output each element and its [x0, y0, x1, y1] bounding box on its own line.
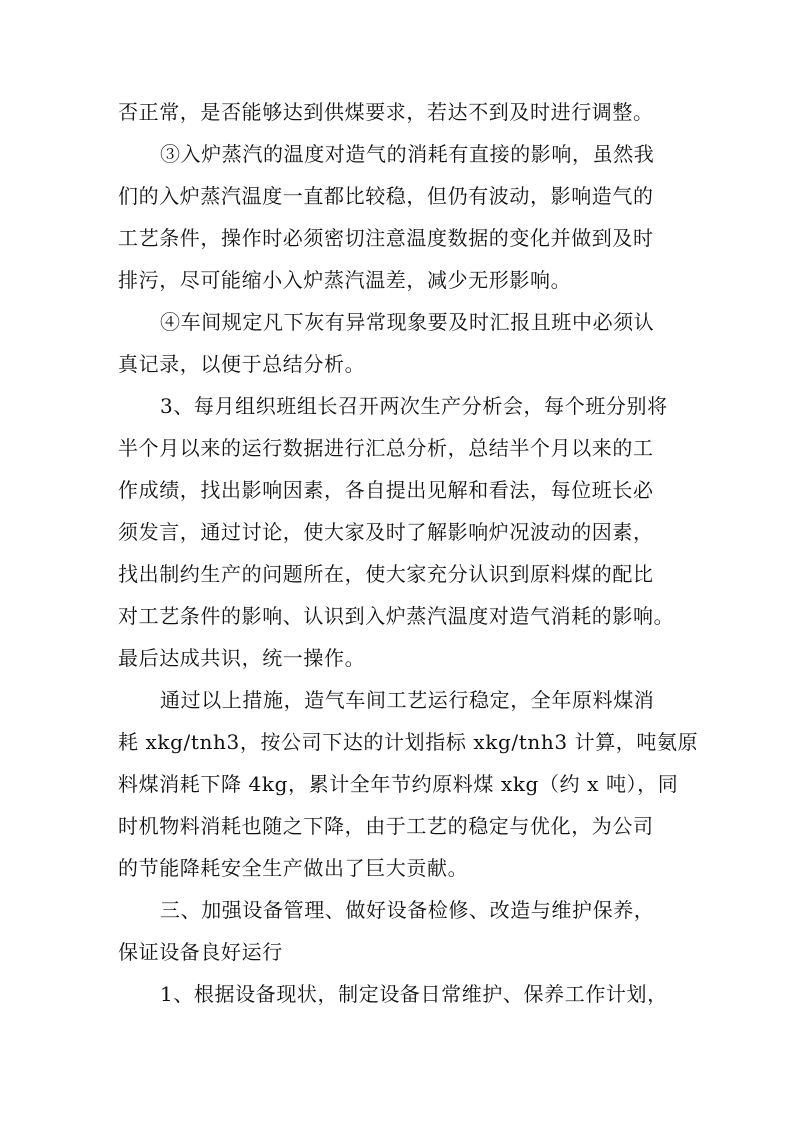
text-line: 1、根据设备现状，制定设备日常维护、保养工作计划， [160, 982, 668, 1006]
text-line: 料煤消耗下降 4kg，累计全年节约原料煤 xkg（约 x 吨），同 [118, 772, 679, 796]
text-line: ④车间规定凡下灰有异常现象要及时汇报且班中必须认 [160, 310, 655, 334]
text-line: 工艺条件，操作时必须密切注意温度数据的变化并做到及时 [118, 226, 654, 250]
text-line: 通过以上措施，造气车间工艺运行稳定，全年原料煤消 [160, 688, 655, 712]
text-line: 3、每月组织班组长召开两次生产分析会，每个班分别将 [160, 394, 668, 418]
text-line: 真记录，以便于总结分析。 [118, 352, 366, 376]
text-line: 须发言，通过讨论，使大家及时了解影响炉况波动的因素， [118, 520, 654, 544]
text-line: 耗 xkg/tnh3，按公司下达的计划指标 xkg/tnh3 计算，吨氨原 [118, 730, 699, 754]
section-heading: 三、加强设备管理、做好设备检修、改造与维护保养， [160, 898, 655, 922]
text-line: 时机物料消耗也随之下降，由于工艺的稳定与优化，为公司 [118, 814, 654, 838]
text-line: 的节能降耗安全生产做出了巨大贡献。 [118, 856, 469, 880]
text-line: 排污，尽可能缩小入炉蒸汽温差，减少无形影响。 [118, 268, 572, 292]
text-line: 们的入炉蒸汽温度一直都比较稳，但仍有波动，影响造气的 [118, 184, 654, 208]
text-line: 半个月以来的运行数据进行汇总分析，总结半个月以来的工 [118, 436, 654, 460]
section-heading-continued: 保证设备良好运行 [118, 940, 283, 964]
text-line: ③入炉蒸汽的温度对造气的消耗有直接的影响，虽然我 [160, 142, 655, 166]
text-line: 作成绩，找出影响因素，各自提出见解和看法，每位班长必 [118, 478, 654, 502]
text-line: 最后达成共识，统一操作。 [118, 646, 366, 670]
text-line: 对工艺条件的影响、认识到入炉蒸汽温度对造气消耗的影响。 [118, 604, 675, 628]
text-line: 否正常，是否能够达到供煤要求，若达不到及时进行调整。 [118, 100, 654, 124]
text-line: 找出制约生产的问题所在，使大家充分认识到原料煤的配比 [118, 562, 654, 586]
